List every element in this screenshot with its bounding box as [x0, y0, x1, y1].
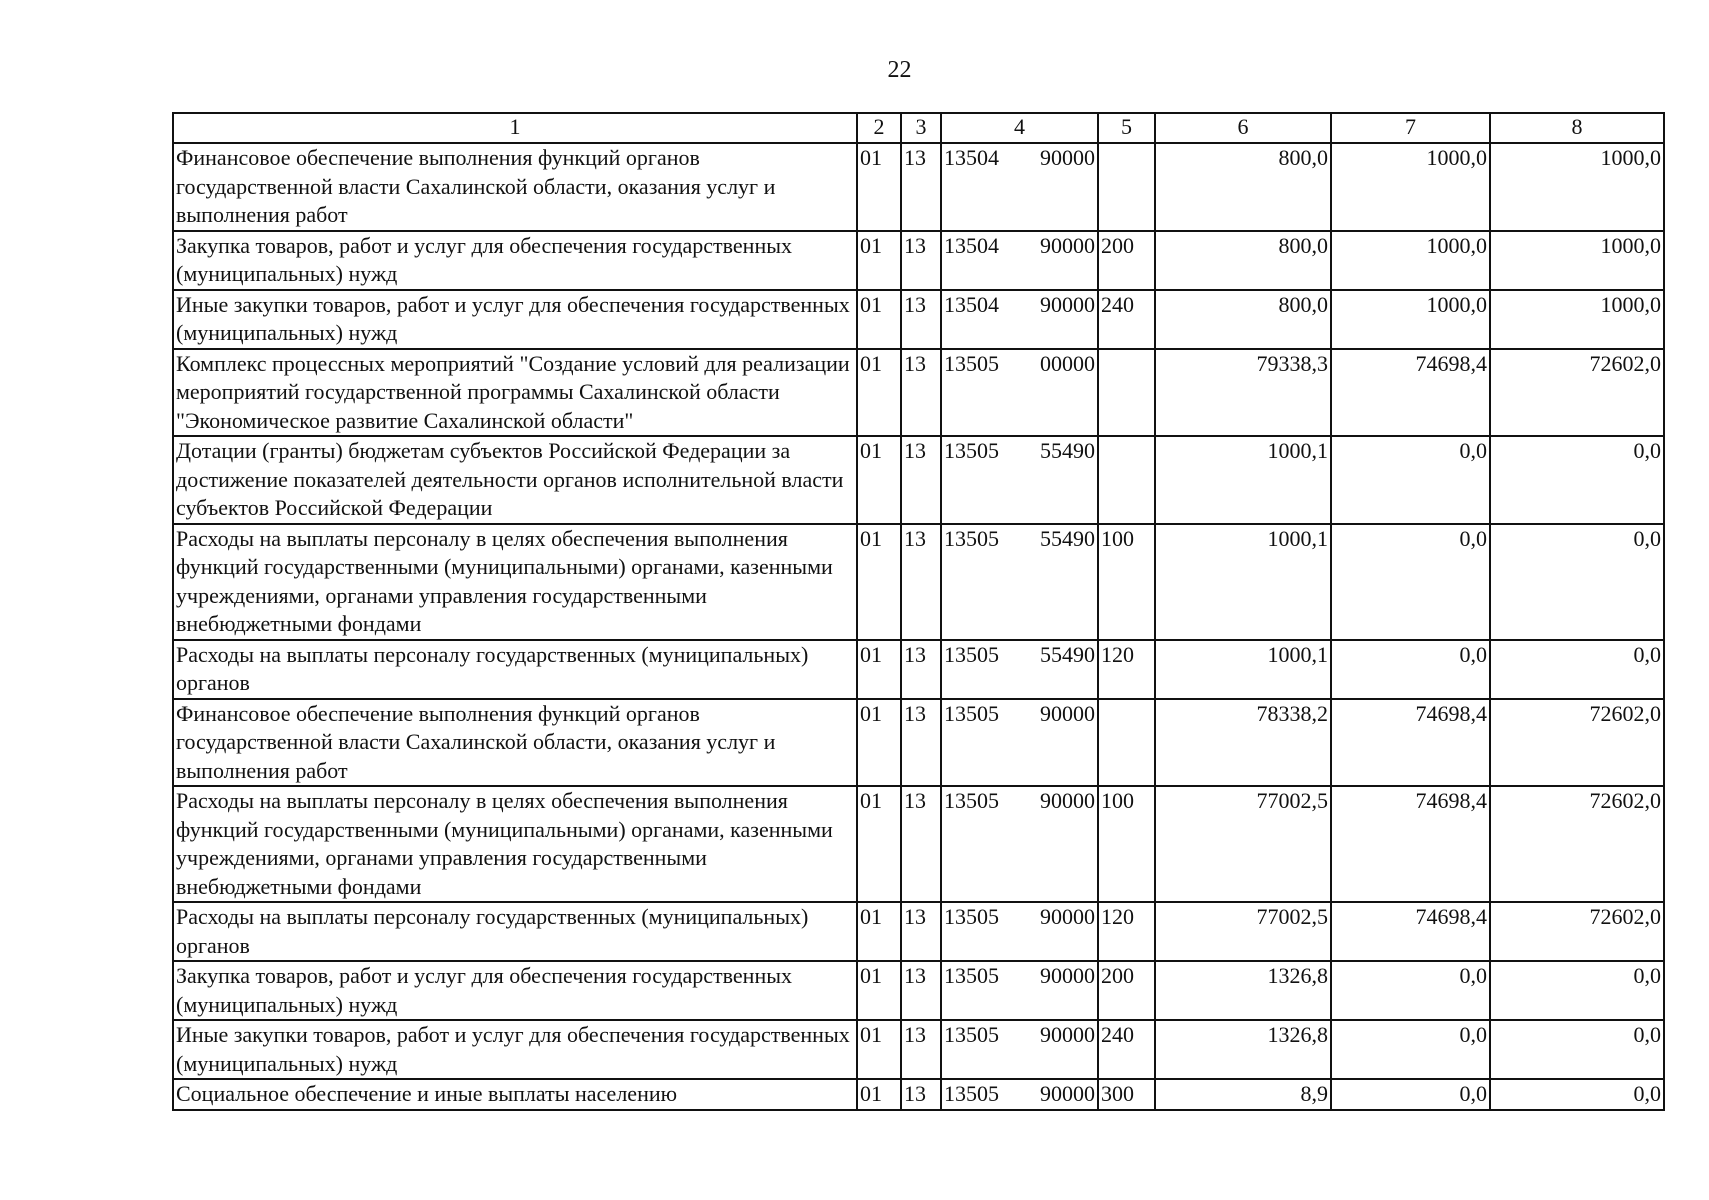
row-target-code [941, 143, 1098, 231]
row-target-code-program: 13505 [944, 904, 999, 929]
row-section-code: 01 [857, 524, 901, 640]
row-subsection-code: 13 [901, 1079, 941, 1110]
row-value-col-6: 79338,3 [1155, 349, 1331, 437]
row-target-code-program: 13505 [944, 788, 999, 813]
header-col-5: 5 [1098, 113, 1155, 143]
row-section-code: 01 [857, 1020, 901, 1079]
row-target-code-direction: 90000 [1040, 700, 1095, 726]
row-value-col-8: 0,0 [1490, 436, 1664, 524]
table-row [173, 436, 1664, 524]
row-target-code-program: 13505 [944, 1081, 999, 1106]
row-target-code [941, 436, 1098, 524]
row-value-col-6: 8,9 [1155, 1079, 1331, 1110]
row-expense-type-code: 100 [1098, 786, 1155, 902]
header-col-2: 2 [857, 113, 901, 143]
row-target-code-direction: 90000 [1040, 145, 1095, 170]
row-section-code: 01 [857, 902, 901, 961]
row-subsection-code: 13 [901, 349, 941, 437]
budget-table [172, 112, 1665, 1111]
header-col-3: 3 [901, 113, 941, 143]
row-target-code [941, 961, 1098, 1020]
row-target-code-direction: 55490 [1040, 525, 1095, 551]
row-target-code-direction: 90000 [1040, 963, 1095, 988]
row-subsection-code: 13 [901, 786, 941, 902]
row-value-col-8: 72602,0 [1490, 902, 1664, 961]
row-subsection-code: 13 [901, 290, 941, 349]
row-target-code-direction: 90000 [1040, 904, 1095, 929]
row-target-code-program: 13504 [944, 291, 999, 317]
row-target-code-direction: 90000 [1040, 1022, 1095, 1047]
row-target-code-program: 13505 [944, 350, 999, 376]
row-name: Комплекс процессных мероприятий "Создание условий для реализации мероприятий государственной программы Сахалинской области "Экономическое развитие Сахалинской области" [173, 349, 857, 437]
row-value-col-8: 72602,0 [1490, 786, 1664, 902]
row-value-col-6: 1326,8 [1155, 1020, 1331, 1079]
row-value-col-7: 1000,0 [1331, 290, 1490, 349]
row-subsection-code: 13 [901, 640, 941, 699]
row-target-code-program: 13504 [944, 232, 999, 258]
row-target-code-direction: 55490 [1040, 641, 1095, 667]
header-col-4: 4 [941, 113, 1098, 143]
row-target-code-direction: 90000 [1040, 291, 1095, 317]
row-target-code-program: 13505 [944, 641, 999, 667]
row-target-code-direction: 90000 [1040, 232, 1095, 258]
row-section-code: 01 [857, 349, 901, 437]
row-value-col-8: 72602,0 [1490, 349, 1664, 437]
row-target-code [941, 640, 1098, 699]
row-name: Финансовое обеспечение выполнения функций органов государственной власти Сахалинской области, оказания услуг и выполнения работ [173, 699, 857, 787]
row-target-code [941, 1079, 1098, 1110]
row-name: Дотации (гранты) бюджетам субъектов Российской Федерации за достижение показателей деятельности органов исполнительной власти субъектов Российской Федерации [173, 436, 857, 524]
row-name: Расходы на выплаты персоналу государственных (муниципальных) органов [173, 640, 857, 699]
table-row [173, 1079, 1664, 1110]
table-row [173, 786, 1664, 902]
row-value-col-8: 0,0 [1490, 961, 1664, 1020]
table-row [173, 1020, 1664, 1079]
row-value-col-7: 74698,4 [1331, 902, 1490, 961]
row-value-col-6: 800,0 [1155, 143, 1331, 231]
row-target-code [941, 231, 1098, 290]
row-value-col-8: 0,0 [1490, 1079, 1664, 1110]
header-col-7: 7 [1331, 113, 1490, 143]
row-value-col-6: 1000,1 [1155, 436, 1331, 524]
row-subsection-code: 13 [901, 961, 941, 1020]
header-col-8: 8 [1490, 113, 1664, 143]
row-target-code [941, 349, 1098, 437]
table-row [173, 699, 1664, 787]
row-value-col-7: 0,0 [1331, 961, 1490, 1020]
row-subsection-code: 13 [901, 524, 941, 640]
row-name: Закупка товаров, работ и услуг для обеспечения государственных (муниципальных) нужд [173, 961, 857, 1020]
row-target-code-direction: 90000 [1040, 1081, 1095, 1106]
row-target-code-program: 13505 [944, 1022, 999, 1047]
row-expense-type-code: 200 [1098, 961, 1155, 1020]
row-name: Иные закупки товаров, работ и услуг для обеспечения государственных (муниципальных) нужд [173, 1020, 857, 1079]
row-name: Расходы на выплаты персоналу государственных (муниципальных) органов [173, 902, 857, 961]
row-target-code-program: 13504 [944, 145, 999, 170]
row-value-col-7: 0,0 [1331, 640, 1490, 699]
row-value-col-8: 0,0 [1490, 1020, 1664, 1079]
row-subsection-code: 13 [901, 699, 941, 787]
row-expense-type-code: 300 [1098, 1079, 1155, 1110]
row-name: Расходы на выплаты персоналу в целях обеспечения выполнения функций государственными (муниципальными) органами, казенными учреждениями, органами управления государственными внебюджетными фондами [173, 524, 857, 640]
table-row [173, 349, 1664, 437]
row-expense-type-code [1098, 143, 1155, 231]
row-value-col-8: 1000,0 [1490, 231, 1664, 290]
row-expense-type-code: 120 [1098, 640, 1155, 699]
row-target-code-program: 13505 [944, 700, 999, 726]
table-row [173, 524, 1664, 640]
row-section-code: 01 [857, 1079, 901, 1110]
table-row [173, 902, 1664, 961]
row-section-code: 01 [857, 436, 901, 524]
row-section-code: 01 [857, 231, 901, 290]
row-name: Финансовое обеспечение выполнения функций органов государственной власти Сахалинской области, оказания услуг и выполнения работ [173, 143, 857, 231]
row-section-code: 01 [857, 786, 901, 902]
row-target-code [941, 1020, 1098, 1079]
row-subsection-code: 13 [901, 143, 941, 231]
row-expense-type-code: 120 [1098, 902, 1155, 961]
row-value-col-6: 800,0 [1155, 290, 1331, 349]
table-row [173, 290, 1664, 349]
table-row [173, 231, 1664, 290]
header-col-1: 1 [173, 113, 857, 143]
row-value-col-8: 1000,0 [1490, 290, 1664, 349]
row-value-col-7: 74698,4 [1331, 349, 1490, 437]
row-expense-type-code [1098, 349, 1155, 437]
row-value-col-7: 0,0 [1331, 1020, 1490, 1079]
row-value-col-8: 72602,0 [1490, 699, 1664, 787]
row-target-code [941, 786, 1098, 902]
row-expense-type-code [1098, 699, 1155, 787]
row-value-col-8: 0,0 [1490, 524, 1664, 640]
row-section-code: 01 [857, 143, 901, 231]
row-subsection-code: 13 [901, 902, 941, 961]
row-target-code [941, 524, 1098, 640]
row-target-code-direction: 00000 [1040, 350, 1095, 376]
row-expense-type-code: 200 [1098, 231, 1155, 290]
row-subsection-code: 13 [901, 436, 941, 524]
page-number: 22 [887, 57, 912, 83]
row-section-code: 01 [857, 640, 901, 699]
row-expense-type-code: 240 [1098, 1020, 1155, 1079]
table-row [173, 961, 1664, 1020]
row-value-col-7: 1000,0 [1331, 143, 1490, 231]
row-value-col-6: 77002,5 [1155, 786, 1331, 902]
row-value-col-7: 0,0 [1331, 524, 1490, 640]
row-section-code: 01 [857, 290, 901, 349]
row-target-code [941, 699, 1098, 787]
row-expense-type-code: 240 [1098, 290, 1155, 349]
row-value-col-8: 0,0 [1490, 640, 1664, 699]
row-value-col-6: 800,0 [1155, 231, 1331, 290]
row-target-code-program: 13505 [944, 525, 999, 551]
header-row [173, 113, 1664, 143]
table-row [173, 640, 1664, 699]
row-subsection-code: 13 [901, 1020, 941, 1079]
row-target-code-program: 13505 [944, 963, 999, 988]
row-expense-type-code: 100 [1098, 524, 1155, 640]
table-body [173, 143, 1664, 1110]
row-expense-type-code [1098, 436, 1155, 524]
row-value-col-7: 0,0 [1331, 436, 1490, 524]
row-subsection-code: 13 [901, 231, 941, 290]
row-value-col-7: 1000,0 [1331, 231, 1490, 290]
row-target-code-direction: 55490 [1040, 438, 1095, 463]
row-target-code [941, 902, 1098, 961]
row-value-col-7: 0,0 [1331, 1079, 1490, 1110]
row-name: Иные закупки товаров, работ и услуг для обеспечения государственных (муниципальных) нужд [173, 290, 857, 349]
row-name: Расходы на выплаты персоналу в целях обеспечения выполнения функций государственными (муниципальными) органами, казенными учреждениями, органами управления государственными внебюджетными фондами [173, 786, 857, 902]
row-value-col-7: 74698,4 [1331, 699, 1490, 787]
header-col-6: 6 [1155, 113, 1331, 143]
row-value-col-6: 1000,1 [1155, 640, 1331, 699]
row-value-col-6: 78338,2 [1155, 699, 1331, 787]
row-value-col-6: 1000,1 [1155, 524, 1331, 640]
row-section-code: 01 [857, 961, 901, 1020]
table-row [173, 143, 1664, 231]
row-value-col-7: 74698,4 [1331, 786, 1490, 902]
row-value-col-6: 77002,5 [1155, 902, 1331, 961]
row-target-code-program: 13505 [944, 438, 999, 463]
row-value-col-6: 1326,8 [1155, 961, 1331, 1020]
row-name: Закупка товаров, работ и услуг для обеспечения государственных (муниципальных) нужд [173, 231, 857, 290]
row-section-code: 01 [857, 699, 901, 787]
row-target-code-direction: 90000 [1040, 788, 1095, 813]
row-name: Социальное обеспечение и иные выплаты населению [173, 1079, 857, 1110]
row-target-code [941, 290, 1098, 349]
row-value-col-8: 1000,0 [1490, 143, 1664, 231]
